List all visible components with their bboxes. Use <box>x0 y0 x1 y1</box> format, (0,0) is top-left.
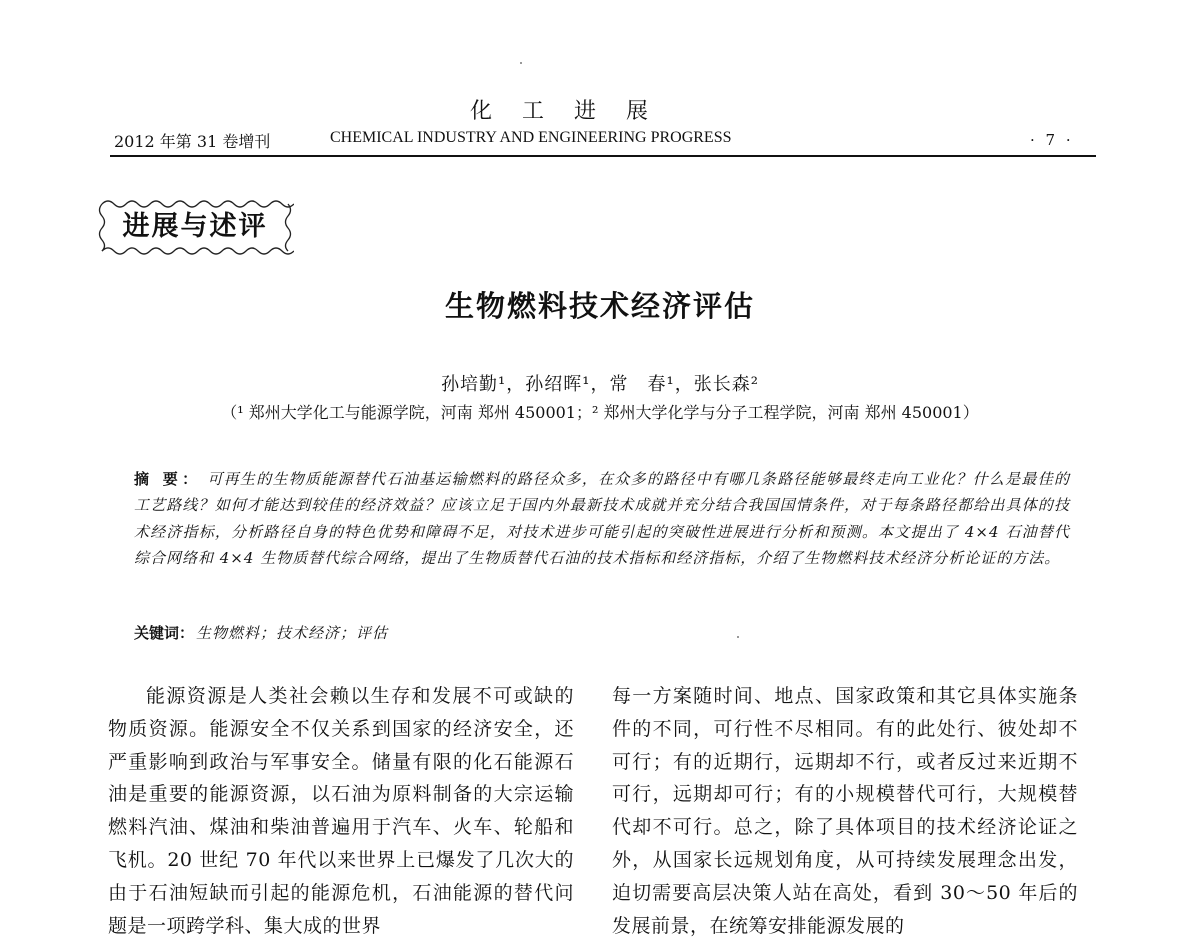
scan-speck <box>520 62 522 64</box>
body-paragraph: 能源资源是人类社会赖以生存和发展不可或缺的物质资源。能源安全不仅关系到国家的经济安全，还严重影响到政治与军事安全。储量有限的化石能源石油是重要的能源资源，以石油为原料制备的大宗运输燃料汽油、煤油和柴油普遍用于汽车、火车、轮船和飞机。20 世纪 70 年代以来世界上已爆发了几次大的由于石油短缺而引起的能源危机，石油能源的替代问题是一项跨学科、集大成的世界 <box>108 685 574 937</box>
scan-speck <box>737 636 739 638</box>
page-number: · 7 · <box>1030 131 1074 149</box>
issue-info: 2012 年第 31 卷增刊 <box>114 132 271 151</box>
article-title: 生物燃料技术经济评估 <box>444 289 755 323</box>
keywords-text: 生物燃料；技术经济；评估 <box>196 624 389 642</box>
author-affiliations: （¹ 郑州大学化工与能源学院，河南 郑州 450001；² 郑州大学化学与分子工程学院，河南 郑州 450001） <box>221 403 979 422</box>
section-badge-label: 进展与述评 <box>122 211 268 242</box>
journal-title-cn: 化工进展 <box>470 99 679 124</box>
journal-title-en: CHEMICAL INDUSTRY AND ENGINEERING PROGRESS <box>330 129 732 146</box>
section-badge <box>96 196 294 258</box>
abstract-text: 可再生的生物质能源替代石油基运输燃料的路径众多，在众多的路径中有哪几条路径能够最终走向工业化？什么是最佳的工艺路线？如何才能达到较佳的经济效益？应该立足于国内外最新技术成就并充分结合我国国情条件，对于每条路径都给出具体的技术经济指标，分析路径自身的特色优势和障碍不足，对技术进步可能引起的突破性进展进行分析和预测。本文提出了 4×4 石油替代综合网络和 4×4 生物质替代综合网络，提出了生物质替代石油的技术指标和经济指标，介绍了生物燃料技术经济分析论证的方法。 <box>134 470 1070 568</box>
keywords <box>134 622 388 643</box>
body-paragraph: 每一方案随时间、地点、国家政策和其它具体实施条件的不同，可行性不尽相同。有的此处行、彼处却不可行；有的近期行，远期却不行，或者反过来近期不可行，远期却可行；有的小规模替代可行，大规模替代却不可行。总之，除了具体项目的技术经济论证之外，从国家长远规划角度，从可持续发展理念出发，迫切需要高层决策人站在高处，看到 30～50 年后的发展前景，在统筹安排能源发展的 <box>612 685 1078 937</box>
keywords-label: 关键词： <box>134 624 195 642</box>
abstract <box>134 466 1070 572</box>
body-column-left <box>108 680 574 942</box>
body-column-right <box>612 680 1078 942</box>
author-list: 孙培勤¹，孙绍晖¹，常 春¹，张长森² <box>441 374 759 395</box>
header-rule <box>110 155 1096 157</box>
abstract-label: 摘 要： <box>134 470 202 488</box>
